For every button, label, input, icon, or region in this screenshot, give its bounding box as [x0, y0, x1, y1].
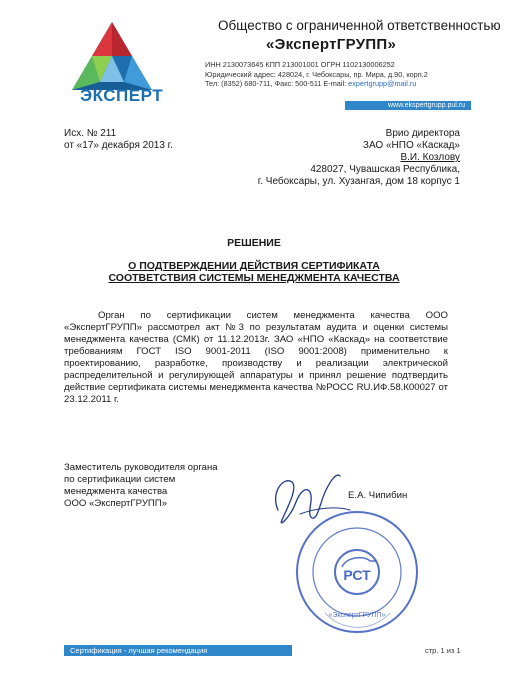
body-paragraph: Орган по сертификации систем менеджмента качества ООО «ЭкспертГРУПП» рассмотрел акт №3 по результатам аудита и оценки системы менеджмента качества (СМК) от 11.12.2013г. ЗАО «НПО «Каскад» на соответствие требованиям ГОСТ ISO 9001-2011 (ISO 9001:2008) применительно к проектированию, разработке, производству и реализации электрической распределительной и регулирующей аппаратуры и принял решение подтвердить действие сертификата системы менеджмента качества №РОСС RU.ИФ.58.К00027 от 23.12.2011 г.: [64, 310, 448, 405]
svg-text:«ЭкспертГРУПП»: «ЭкспертГРУПП»: [328, 612, 386, 619]
recipient-position: Врио директора: [385, 128, 460, 139]
document-subtitle: [0, 260, 508, 284]
website-link[interactable]: www.ekspertgrupp.pul.ru: [387, 102, 465, 109]
footer-slogan-bar: [64, 645, 292, 656]
signer-name: Е.А. Чипибин: [348, 490, 408, 501]
signer-line-4: ООО «ЭкспертГРУПП»: [64, 498, 168, 509]
company-stamp: [290, 505, 425, 640]
inn-line: ИНН 2130073645 КПП 213001001 ОГРН 1102130006252: [205, 60, 395, 69]
company-requisites: [205, 60, 428, 89]
document-body: [64, 310, 448, 406]
document-title: РЕШЕНИЕ: [227, 237, 281, 249]
page-number: стр. 1 из 1: [425, 646, 461, 655]
subtitle-line-2: СООТВЕТСТВИЯ СИСТЕМЫ МЕНЕДЖМЕНТА КАЧЕСТВА: [108, 272, 400, 284]
recipient-name: В.И. Козлову: [400, 152, 460, 163]
outgoing-number: [64, 128, 173, 152]
footer-slogan: Сертификация - лучшая рекомендация: [70, 646, 208, 655]
email-link[interactable]: expertgrupp@mail.ru: [348, 79, 417, 89]
signer-line-3: менеджмента качества: [64, 486, 168, 497]
company-name: «ЭкспертГРУПП»: [266, 36, 397, 53]
address-line: Юридический адрес: 428024, г. Чебоксары, пр. Мира, д.90, корп.2: [205, 69, 428, 79]
contacts-line: [205, 79, 428, 89]
company-form: Общество с ограниченной ответственностью: [218, 18, 501, 33]
recipient-block: [258, 128, 460, 188]
contacts-text: Тел: (8352) 680-711, Факс: 500-511 E-mail:: [205, 79, 347, 89]
recipient-company: ЗАО «НПО «Каскад»: [362, 140, 460, 151]
outgoing-date-line: от «17» декабря 2013 г.: [64, 140, 173, 151]
signer-line-1: Заместитель руководителя органа: [64, 462, 218, 473]
subtitle-line-1: О ПОДТВЕРЖДЕНИИ ДЕЙСТВИЯ СЕРТИФИКАТА: [128, 260, 380, 272]
signer-block: [64, 462, 218, 510]
website-bar: [345, 101, 471, 110]
svg-text:РСТ: РСТ: [343, 567, 371, 583]
logo-text: ЭКСПЕРТ: [80, 86, 164, 105]
recipient-address-2: г. Чебоксары, ул. Хузангая, дом 18 корпус 1: [257, 176, 460, 187]
signer-line-2: по сертификации систем: [64, 474, 176, 485]
recipient-address-1: 428027, Чувашская Республика,: [310, 164, 460, 175]
outgoing-number-line: Исх. № 211: [64, 128, 117, 139]
